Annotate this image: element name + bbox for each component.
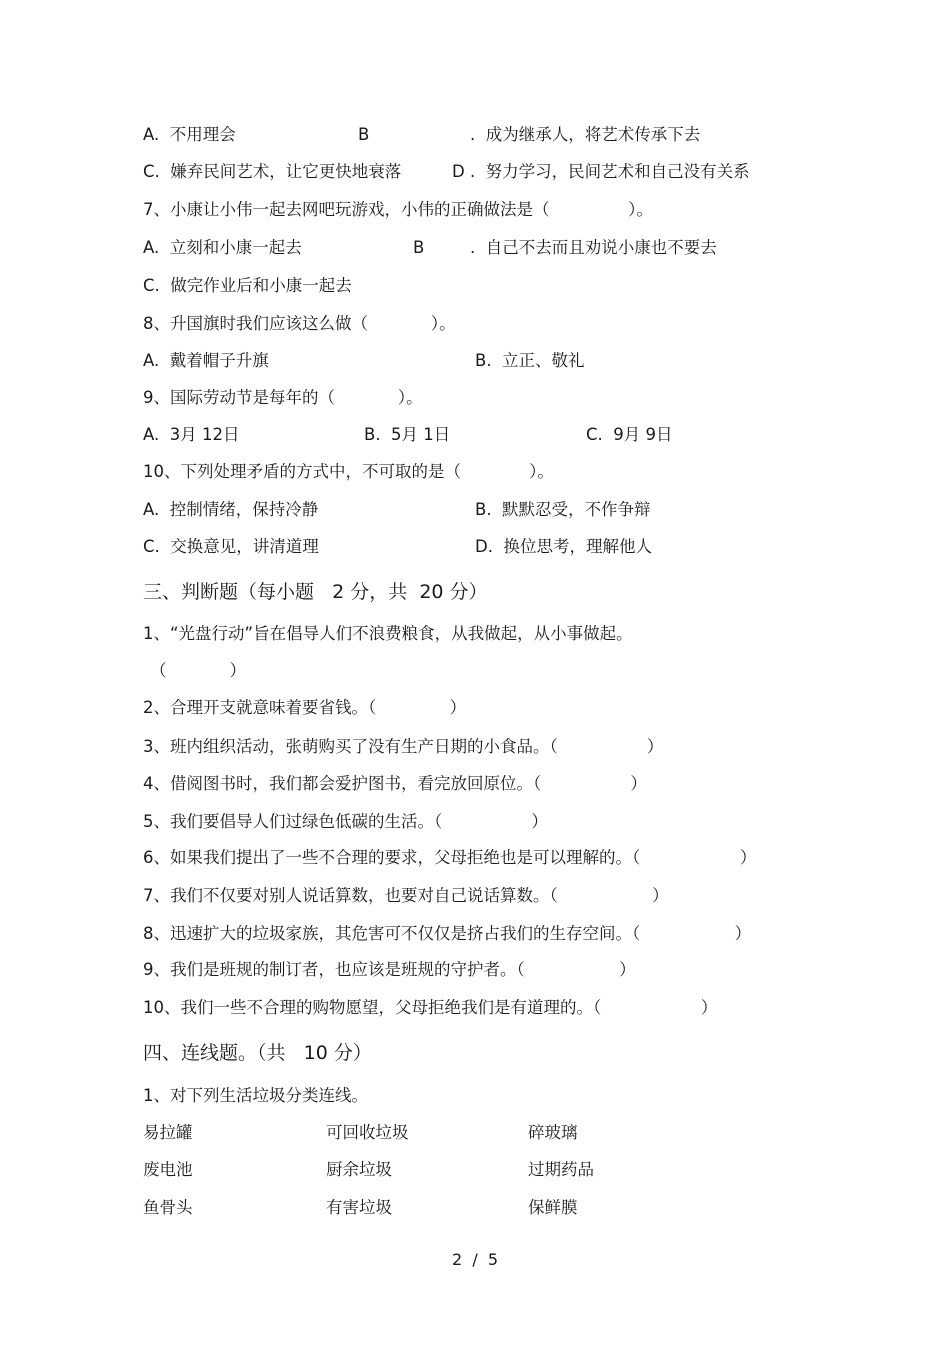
page-number: 2 / 5 [452,1250,499,1269]
q8-option-a: A. 戴着帽子升旗 [143,351,269,370]
q7-option-a: A. 立刻和小康一起去 [143,238,302,257]
match-item: 鱼骨头 [143,1198,193,1217]
judge-9: 9、我们是班规的制订者，也应该是班规的守护者。（ ） [143,960,636,979]
judge-1-blank: （ ） [150,661,246,680]
q9-option-a: A. 3月 12日 [143,425,240,444]
question-8: 8、升国旗时我们应该这么做（ ）。 [143,314,456,333]
match-category: 有害垃圾 [326,1198,392,1217]
judge-10: 10、我们一些不合理的购物愿望，父母拒绝我们是有道理的。（ ） [143,998,718,1017]
question-7: 7、小康让小伟一起去网吧玩游戏，小伟的正确做法是（ ）。 [143,200,653,219]
match-item: 废电池 [143,1160,193,1179]
question-10: 10、下列处理矛盾的方式中，不可取的是（ ）。 [143,462,554,481]
option-c: C. 嫌弃民间艺术，让它更快地衰落 [143,162,402,181]
q9-option-b: B. 5月 1日 [364,425,451,444]
q7-option-c: C. 做完作业后和小康一起去 [143,276,352,295]
option-a-line [143,125,236,145]
match-category: 厨余垃圾 [326,1160,392,1179]
q8-option-b: B. 立正、敬礼 [475,351,585,370]
q10-option-d: D. 换位思考，理解他人 [475,537,652,556]
question-9: 9、国际劳动节是每年的（ ）。 [143,388,423,407]
match-item: 过期药品 [528,1160,594,1179]
option-b: . 成为继承人，将艺术传承下去 [470,125,701,144]
q10-option-a: A. 控制情绪，保持冷静 [143,500,319,519]
section-3-heading: 三、判断题（每小题 2 分，共 20 分） [143,581,488,603]
q7-option-b: . 自己不去而且劝说小康也不要去 [470,238,717,257]
judge-8: 8、迅速扩大的垃圾家族，其危害可不仅仅是挤占我们的生存空间。（ ） [143,924,752,943]
judge-7: 7、我们不仅要对别人说话算数，也要对自己说话算数。（ ） [143,886,669,905]
judge-5: 5、我们要倡导人们过绿色低碳的生活。（ ） [143,812,548,831]
section-4-heading: 四、连线题。（共 10 分） [143,1042,372,1064]
match-item: 保鲜膜 [528,1198,578,1217]
q10-option-b: B. 默默忍受，不作争辩 [475,500,651,519]
q9-option-c: C. 9月 9日 [586,425,673,444]
judge-3: 3、班内组织活动，张萌购买了没有生产日期的小食品。（ ） [143,737,664,756]
judge-6: 6、如果我们提出了一些不合理的要求，父母拒绝也是可以理解的。（ ） [143,848,757,867]
q7-option-b-letter: B [413,238,425,257]
judge-1: 1、“光盘行动”旨在倡导人们不浪费粮食，从我做起，从小事做起。 [143,624,633,643]
match-item: 易拉罐 [143,1123,193,1142]
option-d: D . 努力学习，民间艺术和自己没有关系 [452,162,750,181]
option-b-letter: B [358,125,370,144]
judge-4: 4、借阅图书时，我们都会爱护图书，看完放回原位。（ ） [143,774,647,793]
match-item: 碎玻璃 [528,1123,578,1142]
option-a: A. 不用理会 [143,125,236,144]
judge-2: 2、合理开支就意味着要省钱。（ ） [143,698,467,717]
match-1-prompt: 1、对下列生活垃圾分类连线。 [143,1086,368,1105]
q10-option-c: C. 交换意见，讲清道理 [143,537,319,556]
match-category: 可回收垃圾 [326,1123,409,1142]
